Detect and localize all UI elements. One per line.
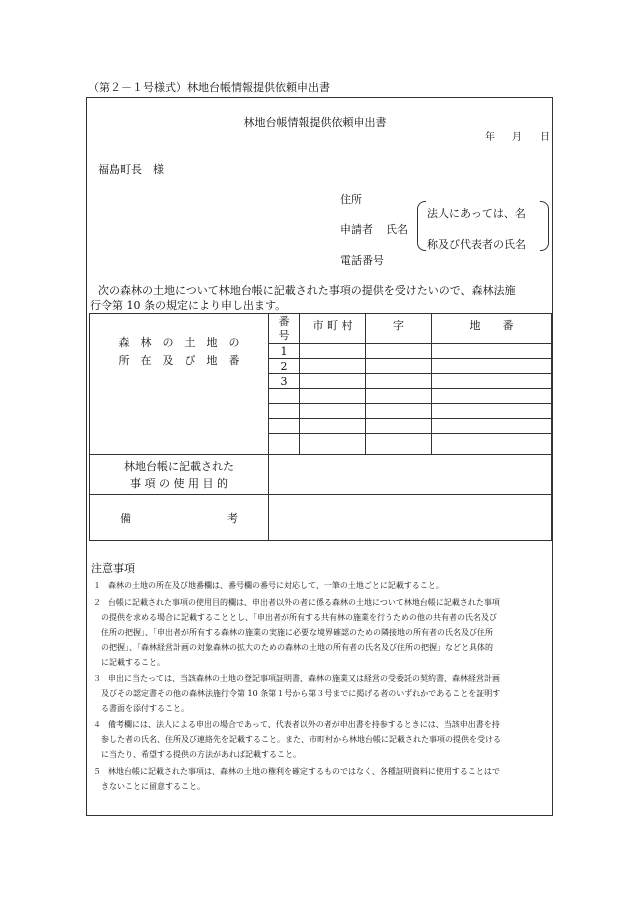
city-cell[interactable] bbox=[300, 389, 366, 404]
city-cell[interactable] bbox=[300, 419, 366, 434]
city-cell[interactable] bbox=[300, 434, 366, 455]
applicant-label: 申請者 bbox=[340, 223, 373, 236]
note-number: １ bbox=[93, 581, 101, 590]
row-number bbox=[269, 404, 300, 419]
row-number: 2 bbox=[269, 359, 300, 374]
note-line: に記載すること。 bbox=[101, 658, 165, 667]
date-day: 日 bbox=[540, 132, 550, 143]
chiban-cell[interactable] bbox=[432, 359, 552, 374]
city-cell[interactable] bbox=[300, 404, 366, 419]
left-bracket bbox=[417, 201, 426, 251]
note-line: に当たり、希望する提供の方法があれば記載すること。 bbox=[101, 750, 301, 759]
addressee: 福島町長 様 bbox=[98, 163, 164, 176]
note-line: 申出に当たっては、当該森林の土地の登記事項証明書、森林の施業又は経営の受委託の契約書、森林経営計画 bbox=[108, 674, 500, 683]
location-label-cell bbox=[90, 314, 269, 455]
chiban-cell[interactable] bbox=[432, 404, 552, 419]
chiban-cell[interactable] bbox=[432, 374, 552, 389]
city-cell[interactable] bbox=[300, 359, 366, 374]
aza-cell[interactable] bbox=[366, 374, 432, 389]
form-title: 林地台帳情報提供依頼申出書 bbox=[243, 116, 387, 129]
chiban-cell[interactable] bbox=[432, 434, 552, 455]
row-number bbox=[269, 419, 300, 434]
address-label: 住所 bbox=[340, 193, 362, 206]
location-label-line1: 森 林 の 土 地 の bbox=[118, 336, 240, 349]
note-line: 林地台帳に記載された事項は、森林の土地の権利を確定するものではなく、各種証明資料に使用することはで bbox=[108, 767, 500, 776]
request-table bbox=[89, 313, 552, 541]
name-label: 氏名 bbox=[386, 223, 408, 236]
aza-cell[interactable] bbox=[366, 359, 432, 374]
city-cell[interactable] bbox=[300, 344, 366, 359]
row-number: 3 bbox=[269, 374, 300, 389]
location-label-line2: 所 在 及 び 地 番 bbox=[118, 354, 240, 367]
row-number bbox=[269, 434, 300, 455]
chiban-cell[interactable] bbox=[432, 389, 552, 404]
remarks-label-right: 考 bbox=[227, 511, 238, 525]
note-line: きないことに留意すること。 bbox=[101, 782, 205, 791]
num-header-line2: 号 bbox=[278, 328, 290, 342]
date-month: 月 bbox=[512, 132, 522, 143]
note-line: 備考欄には、法人による申出の場合であって、代表者以外の者が申出書を持参するときには、当該申出書を持 bbox=[108, 720, 500, 729]
purpose-label-line1: 林地台帳に記載された bbox=[124, 459, 234, 473]
note-line: の提供を求める場合に記載することとし、「申出者が所有する共有林の施業を行うための他の共有者の氏名及び bbox=[101, 613, 497, 622]
aza-cell[interactable] bbox=[366, 434, 432, 455]
chiban-header: 地 番 bbox=[432, 314, 552, 344]
intro-line1: 次の森林の土地について林地台帳に記載された事項の提供を受けたいので、森林法施 bbox=[98, 284, 516, 297]
date-year: 年 bbox=[485, 132, 495, 143]
remarks-label-cell bbox=[90, 495, 269, 541]
form-number: （第２－１号様式）林地台帳情報提供依頼申出書 bbox=[88, 81, 330, 94]
note-number: ４ bbox=[93, 720, 101, 729]
note-number: ２ bbox=[93, 598, 101, 607]
aza-cell[interactable] bbox=[366, 419, 432, 434]
row-number: 1 bbox=[269, 344, 300, 359]
aza-cell[interactable] bbox=[366, 389, 432, 404]
aza-header: 字 bbox=[366, 314, 432, 344]
corporate-note bbox=[417, 201, 549, 251]
note-line: 及びその認定書その他の森林法施行令第 10 条第１号から第３号までに掲げる者のいずれかであることを証明す bbox=[101, 689, 501, 698]
note-line: の把握」、「森林経営計画の対象森林の拡大のための森林の土地の所有者の氏名及び住所の把握」などと具体的 bbox=[101, 643, 493, 652]
intro-line2: 行令第 10 条の規定により申し出ます。 bbox=[90, 299, 287, 312]
note-line: る書面を添付すること。 bbox=[101, 704, 189, 713]
remarks-value-cell[interactable] bbox=[269, 495, 552, 541]
note-number: ３ bbox=[93, 674, 101, 683]
aza-cell[interactable] bbox=[366, 404, 432, 419]
num-header-line1: 番 bbox=[278, 314, 290, 328]
corporate-note-line2: 称及び代表者の氏名 bbox=[427, 238, 526, 251]
phone-label: 電話番号 bbox=[340, 254, 384, 267]
remarks-label-left: 備 bbox=[120, 511, 131, 525]
num-header bbox=[269, 314, 300, 344]
chiban-cell[interactable] bbox=[432, 344, 552, 359]
note-line: 参した者の氏名、住所及び連絡先を記載すること。また、市町村から林地台帳に記載された事項の提供を受ける bbox=[101, 735, 501, 744]
purpose-label-line2: 事 項 の 使 用 目 的 bbox=[130, 476, 228, 490]
city-header: 市 町 村 bbox=[300, 314, 366, 344]
notes-heading: 注意事項 bbox=[91, 562, 135, 575]
right-bracket bbox=[540, 201, 549, 251]
purpose-value-cell[interactable] bbox=[269, 455, 552, 495]
purpose-label-cell bbox=[90, 455, 269, 495]
note-line: 住所の把握」、「申出者が所有する森林の施業の実施に必要な境界確認のための隣接地の所有者の氏名及び住所 bbox=[101, 628, 493, 637]
note-line: 台帳に記載された事項の使用目的欄は、申出者以外の者に係る森林の土地について林地台帳に記載された事項 bbox=[108, 598, 500, 607]
aza-cell[interactable] bbox=[366, 344, 432, 359]
corporate-note-line1: 法人にあっては、名 bbox=[427, 207, 526, 220]
note-number: ５ bbox=[93, 767, 101, 776]
city-cell[interactable] bbox=[300, 374, 366, 389]
chiban-cell[interactable] bbox=[432, 419, 552, 434]
note-line: 森林の土地の所在及び地番欄は、番号欄の番号に対応して、一筆の土地ごとに記載すること。 bbox=[108, 581, 444, 590]
row-number bbox=[269, 389, 300, 404]
